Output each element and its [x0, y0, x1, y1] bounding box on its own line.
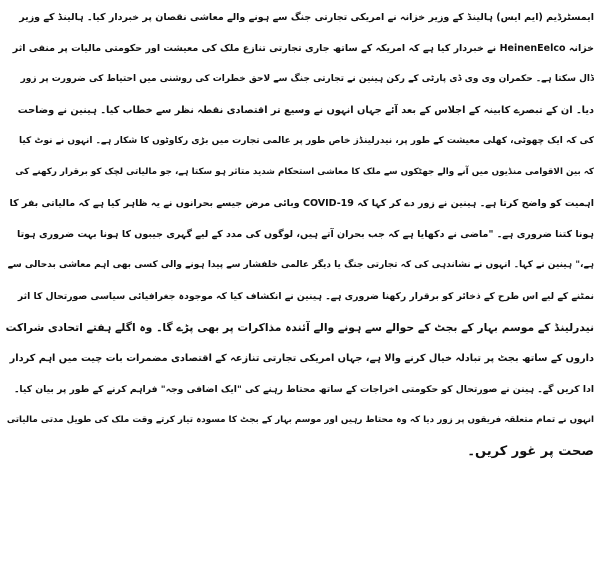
- article-line-2: خزانہ HeinenEelco نے خبردار کیا ہے کہ امریکہ کے ساتھ جاری تجارتی تنازع ملک کی معیشت اور حکومتی مالیات پر منفی اثر: [12, 43, 594, 54]
- article-line-13: ادا کریں گے۔ ہینن نے صورتحال کو حکومتی اخراجات کے ساتھ محتاط رہنے کی "ایک اضافی وجہ" فراہم کرنے کے طور پر بیان کیا۔: [14, 384, 594, 395]
- article-line-7: اہمیت کو واضح کرتا ہے۔ ہینین نے زور دے کر کہا کہ COVID-19 وبائی مرض جیسے بحرانوں نے یہ ظاہر کیا ہے کہ مالیاتی بفر کا: [9, 198, 594, 209]
- article-line-6: کہ بین الاقوامی منڈیوں میں آنے والے جھٹکوں سے ملک کا معاشی استحکام شدید متاثر ہو سکتا ہے، جو مالیاتی لچک کو برقرار رکھنے کی: [15, 167, 594, 177]
- article-line-5: کی کہ ایک چھوٹی، کھلی معیشت کے طور پر، نیدرلینڈز خاص طور پر عالمی تجارت میں بڑی رکاوٹوں کا شکار ہے۔ انہوں نے نوٹ کیا: [19, 136, 594, 146]
- article-line-9: ہے،" ہینین نے کہا۔ انہوں نے نشاندہی کی کہ تجارتی جنگ یا دیگر عالمی خلفشار سے پیدا ہونے والی کسی بھی اہم معاشی بدحالی سے: [7, 260, 594, 270]
- article-line-15: صحت پر غور کریں۔: [467, 444, 594, 459]
- article-line-1: ایمسٹرڈیم (ایم ایس) ہالینڈ کے وزیر خزانہ نے امریکی تجارتی جنگ سے ہونے والے معاشی نقصان پر خبردار کیا۔ ہالینڈ کے وزیر: [19, 12, 594, 23]
- article-line-10: نمٹنے کے لیے اس طرح کے ذخائر کو برقرار رکھنا ضروری ہے۔ ہینین نے انکشاف کیا کہ موجودہ جغرافیائی سیاسی صورتحال کا اثر: [17, 291, 594, 302]
- article-line-3: ڈال سکتا ہے۔ حکمران وی وی ڈی پارٹی کے رکن ہینین نے تجارتی جنگ سے لاحق خطرات کی روشنی میں احتیاط کی ضرورت پر زور: [20, 74, 594, 84]
- article-line-11: نیدرلینڈ کے موسم بہار کے بجٹ کے حوالے سے ہونے والے آئندہ مذاکرات پر بھی پڑے گا۔ وہ اگلے ہفتے اتحادی شراکت: [6, 321, 594, 334]
- article-body: [6, 2, 594, 467]
- article-line-12: داروں کے ساتھ بجٹ پر تبادلہ خیال کرنے والا ہے، جہاں امریکی تجارتی تنازعہ کے اقتصادی مضمرات بات چیت میں اہم کردار: [9, 353, 594, 364]
- article-line-8: ہونا کتنا ضروری ہے۔ "ماضی نے دکھایا ہے کہ جب بحران آتے ہیں، لوگوں کی مدد کے لیے گہری جیبوں کا ہونا بہت ضروری ہوتا: [17, 229, 594, 240]
- article-line-14: انہوں نے تمام متعلقہ فریقوں پر زور دیا کہ وہ محتاط رہیں اور موسم بہار کے بجٹ کا مسودہ تیار کرتے وقت ملک کی طویل مدتی مالیاتی: [6, 415, 594, 425]
- article-line-4: دیا۔ ان کے تبصرے کابینہ کے اجلاس کے بعد آئے جہاں انہوں نے وسیع تر اقتصادی نقطہ نظر سے خطاب کیا۔ ہینین نے وضاحت: [17, 105, 594, 116]
